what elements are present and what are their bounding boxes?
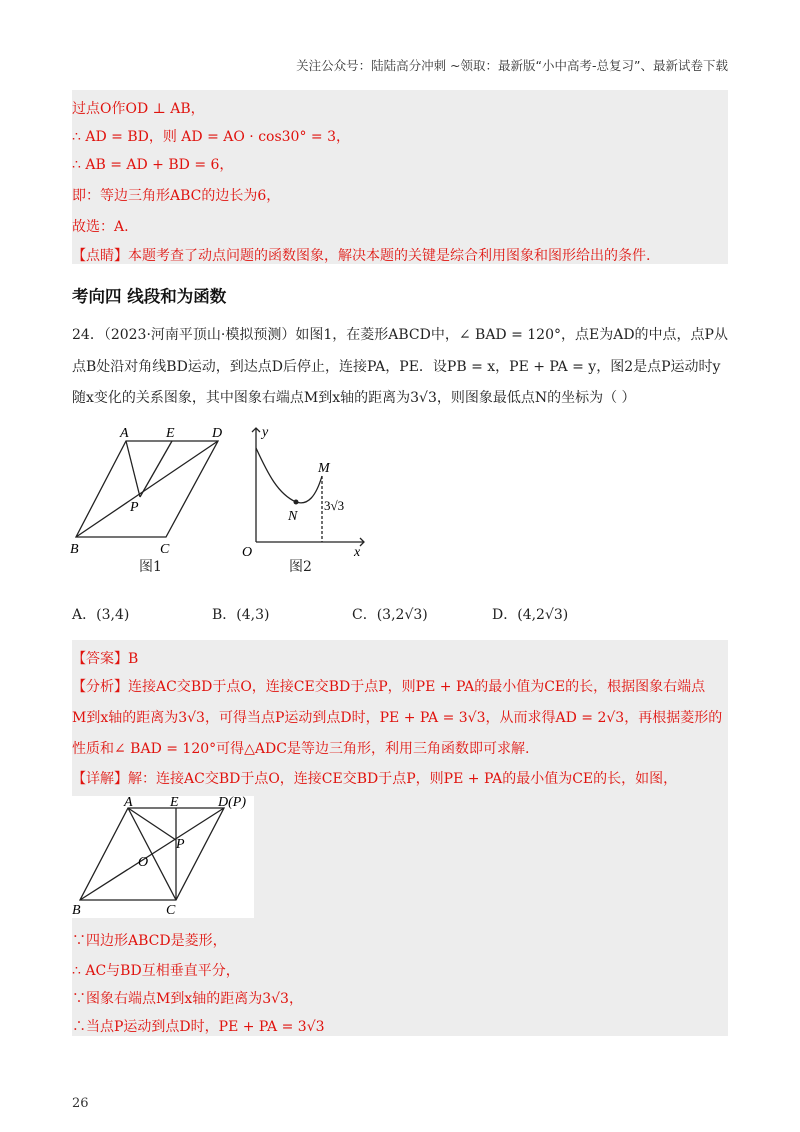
fig2-label-M: M <box>318 461 330 476</box>
figure-1-rhombus <box>64 425 234 575</box>
fig3-label-P: P <box>176 837 185 852</box>
analysis-line-1: 【分析】连接AC交BD于点O，连接CE交BD于点P，则PE + PA的最小值为CE的长，根据图象右端点 <box>72 679 706 695</box>
prev-solution-line-3: ∴ AB = AD + BD = 6， <box>72 157 234 173</box>
fig3-label-B: B <box>72 903 81 918</box>
fig2-label-x: x <box>354 545 361 560</box>
step-line-3: ∵图象右端点M到x轴的距离为3√3， <box>72 991 303 1007</box>
fig2-label-N: N <box>288 509 298 524</box>
page-header: 关注公众号：陆陆高分冲刺 ~领取：最新版“小中高考-总复习”、最新试卷下载 <box>296 58 728 73</box>
fig1-label-C: C <box>160 542 170 557</box>
prev-solution-line-6: 【点睛】本题考查了动点问题的函数图象，解决本题的关键是综合利用图象和图形给出的条件. <box>72 248 651 264</box>
option-d[interactable] <box>492 604 568 624</box>
prev-solution-line-4: 即：等边三角形ABC的边长为6， <box>72 188 281 204</box>
option-c-value: (3,2√3) <box>376 607 428 623</box>
option-c[interactable] <box>352 604 428 624</box>
answer-line: 【答案】B <box>72 651 139 667</box>
fig1-label-A: A <box>120 426 129 441</box>
option-a[interactable] <box>72 604 129 624</box>
figure-2-caption: 图2 <box>289 559 312 575</box>
option-b-letter: B． <box>212 607 237 623</box>
prev-solution-line-5: 故选：A. <box>72 219 129 235</box>
page-number: 26 <box>72 1096 89 1111</box>
fig3-label-O: O <box>138 855 149 870</box>
prev-solution-line-1: 过点O作OD ⊥ AB， <box>72 101 205 117</box>
option-c-letter: C． <box>352 607 377 623</box>
fig3-label-A: A <box>124 796 133 810</box>
option-a-letter: A． <box>72 607 97 623</box>
fig1-label-B: B <box>70 542 79 557</box>
option-a-value: (3,4) <box>96 607 130 623</box>
fig2-label-y: y <box>262 425 269 440</box>
prev-solution-line-2: ∴ AD = BD，则 AD = AO · cos30° = 3， <box>72 129 350 145</box>
fig3-label-D: D(P) <box>218 796 246 810</box>
question-line-1: 24．（2023·河南平顶山·模拟预测）如图1，在菱形ABCD中，∠ BAD = 120°，点E为AD的中点，点P从 <box>72 327 728 343</box>
step-line-1: ∵四边形ABCD是菱形， <box>72 933 227 949</box>
question-line-2: 点B处沿对角线BD运动，到达点D后停止，连接PA，PE．设PB = x，PE + PA = y，图2是点P运动时y <box>72 359 721 375</box>
option-d-value: (4,2√3) <box>517 607 569 623</box>
detail-line-1: 【详解】解：连接AC交BD于点O，连接CE交BD于点P，则PE + PA的最小值为CE的长，如图， <box>72 771 678 787</box>
analysis-line-3: 性质和∠ BAD = 120°可得△ADC是等边三角形，利用三角函数即可求解. <box>72 741 530 757</box>
fig3-label-E: E <box>170 796 179 810</box>
fig1-label-D: D <box>212 426 223 441</box>
step-line-2: ∴ AC与BD互相垂直平分， <box>72 963 240 979</box>
section-title: 考向四 线段和为函数 <box>72 287 227 306</box>
fig3-label-C: C <box>166 903 176 918</box>
figure-3-rhombus <box>72 796 254 918</box>
fig2-label-O: O <box>242 545 253 560</box>
analysis-line-2: M到x轴的距离为3√3，可得当点P运动到点D时，PE + PA = 3√3，从而求得AD = 2√3，再根据菱形的 <box>72 710 723 726</box>
option-b[interactable] <box>212 604 270 624</box>
fig1-label-P: P <box>130 500 139 515</box>
option-d-letter: D． <box>492 607 518 623</box>
step-line-4: ∴当点P运动到点D时，PE + PA = 3√3 <box>72 1019 325 1035</box>
option-b-value: (4,3) <box>236 607 270 623</box>
fig2-label-value: 3√3 <box>324 498 345 513</box>
fig1-label-E: E <box>166 426 175 441</box>
question-line-3: 随x变化的关系图象，其中图象右端点M到x轴的距离为3√3，则图象最低点N的坐标为（ ） <box>72 390 636 406</box>
figure-2-graph <box>236 424 376 564</box>
figure-1-caption: 图1 <box>139 559 162 575</box>
